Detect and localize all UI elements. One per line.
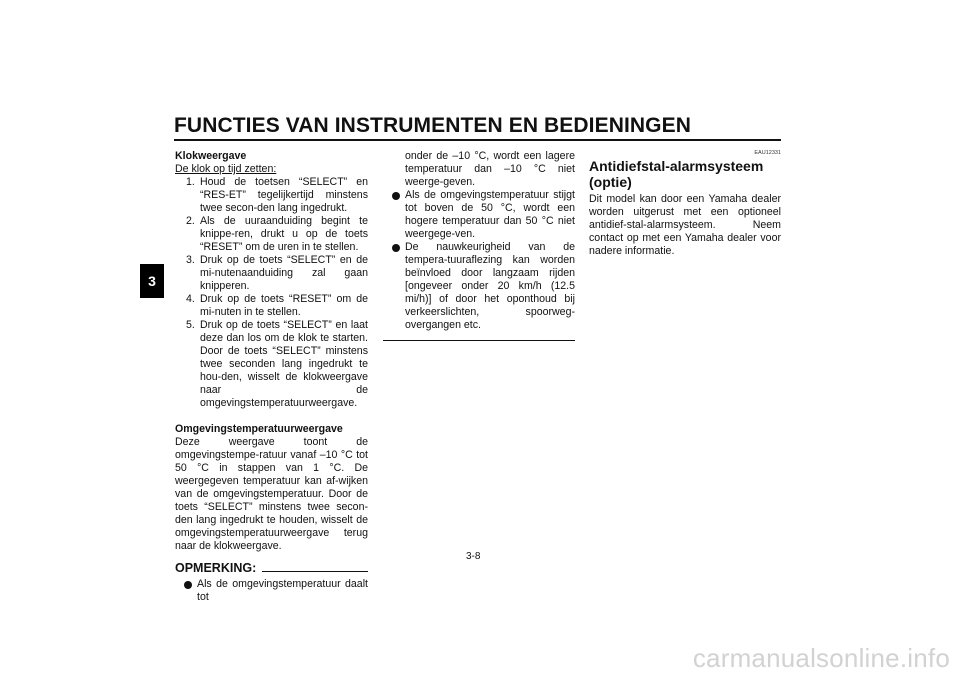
list-item	[175, 293, 368, 319]
bullet-continuation: onder de –10 °C, wordt een lagere temperatuur dan –10 °C niet weerge-geven.	[405, 150, 575, 188]
bullet-icon	[392, 244, 400, 252]
step-text: Druk op de toets “RESET” om de mi-nuten in te stellen.	[200, 293, 368, 318]
subheading-set-clock: De klok op tijd zetten:	[175, 163, 277, 175]
step-number: 2.	[186, 215, 195, 227]
list-item	[175, 319, 368, 410]
list-item	[175, 578, 368, 604]
step-list	[175, 176, 368, 410]
bullet-text: De nauwkeurigheid van de tempera-tuuraflezing kan worden beïnvloed door langzaam rijden [ongeveer onder 20 km/h (12.5 mi/h)] of door het oponthoud bij verkeerslichten, spoorweg-overgangen etc.	[405, 241, 575, 331]
section-title-alarm: Antidiefstal-alarmsysteem (optie)	[589, 158, 764, 190]
step-text: Als de uuraanduiding begint te knippe-ren, drukt u op de toets “RESET” om de uren in te stellen.	[200, 215, 368, 253]
bullet-icon	[392, 192, 400, 200]
section-heading-temperature: Omgevingstemperatuurweergave	[175, 423, 343, 435]
column-2	[383, 150, 575, 341]
step-number: 1.	[186, 176, 195, 188]
note-heading-rule	[262, 571, 368, 572]
header-rule	[174, 139, 781, 141]
section-heading-clock: Klokweergave	[175, 150, 247, 162]
step-text: Druk op de toets “SELECT” en laat deze dan los om de klok te starten. Door de toets “SELECT” minstens twee seconden lang ingedrukt te hou-den, wisselt de klokweergave naar de omgevingstemperatuurweergave.	[200, 319, 368, 409]
page-title: FUNCTIES VAN INSTRUMENTEN EN BEDIENINGEN	[174, 114, 691, 137]
watermark: carmanualsonline.info	[692, 643, 950, 673]
step-number: 3.	[186, 254, 195, 266]
bullet-text: Als de omgevingstemperatuur daalt tot	[197, 578, 368, 603]
note-end-rule	[383, 340, 575, 341]
step-text: Druk op de toets “SELECT” en de mi-nutenaanduiding zal gaan knipperen.	[200, 254, 368, 292]
alarm-paragraph: Dit model kan door een Yamaha dealer worden uitgerust met een optioneel antidief-stal-alarmsysteem. Neem contact op met een Yamaha dealer voor nadere informatie.	[589, 193, 781, 257]
note-heading	[175, 562, 368, 575]
step-number: 5.	[186, 319, 195, 331]
note-list-continued	[383, 189, 575, 332]
bullet-icon	[184, 581, 192, 589]
chapter-tab: 3	[140, 264, 164, 298]
column-3	[589, 150, 781, 258]
list-item	[175, 176, 368, 215]
bullet-text: Als de omgevingstemperatuur stijgt tot boven de 50 °C, wordt een hogere temperatuur dan 50 °C niet weergege-ven.	[405, 189, 575, 240]
temperature-paragraph: Deze weergave toont de omgevingstempe-ratuur vanaf –10 °C tot 50 °C in stappen van 1 °C. De weergegeven temperatuur kan af-wijken van de omgevingstemperatuur. Door de toets “SELECT” minstens twee secon-den lang ingedrukt te houden, wisselt de omgevingstemperatuurweergave terug naar de klokweergave.	[175, 436, 368, 552]
list-item	[175, 254, 368, 293]
column-1	[175, 150, 368, 604]
list-item	[383, 189, 575, 241]
step-number: 4.	[186, 293, 195, 305]
page-number: 3-8	[466, 551, 481, 562]
note-list	[175, 578, 368, 604]
list-item	[383, 241, 575, 332]
step-text: Houd de toetsen “SELECT” en “RES-ET” tegelijkertijd minstens twee secon-den lang ingedrukt.	[200, 176, 368, 214]
list-item	[175, 215, 368, 254]
note-heading-label: OPMERKING:	[175, 561, 257, 575]
section-code: EAU12331	[754, 150, 781, 156]
